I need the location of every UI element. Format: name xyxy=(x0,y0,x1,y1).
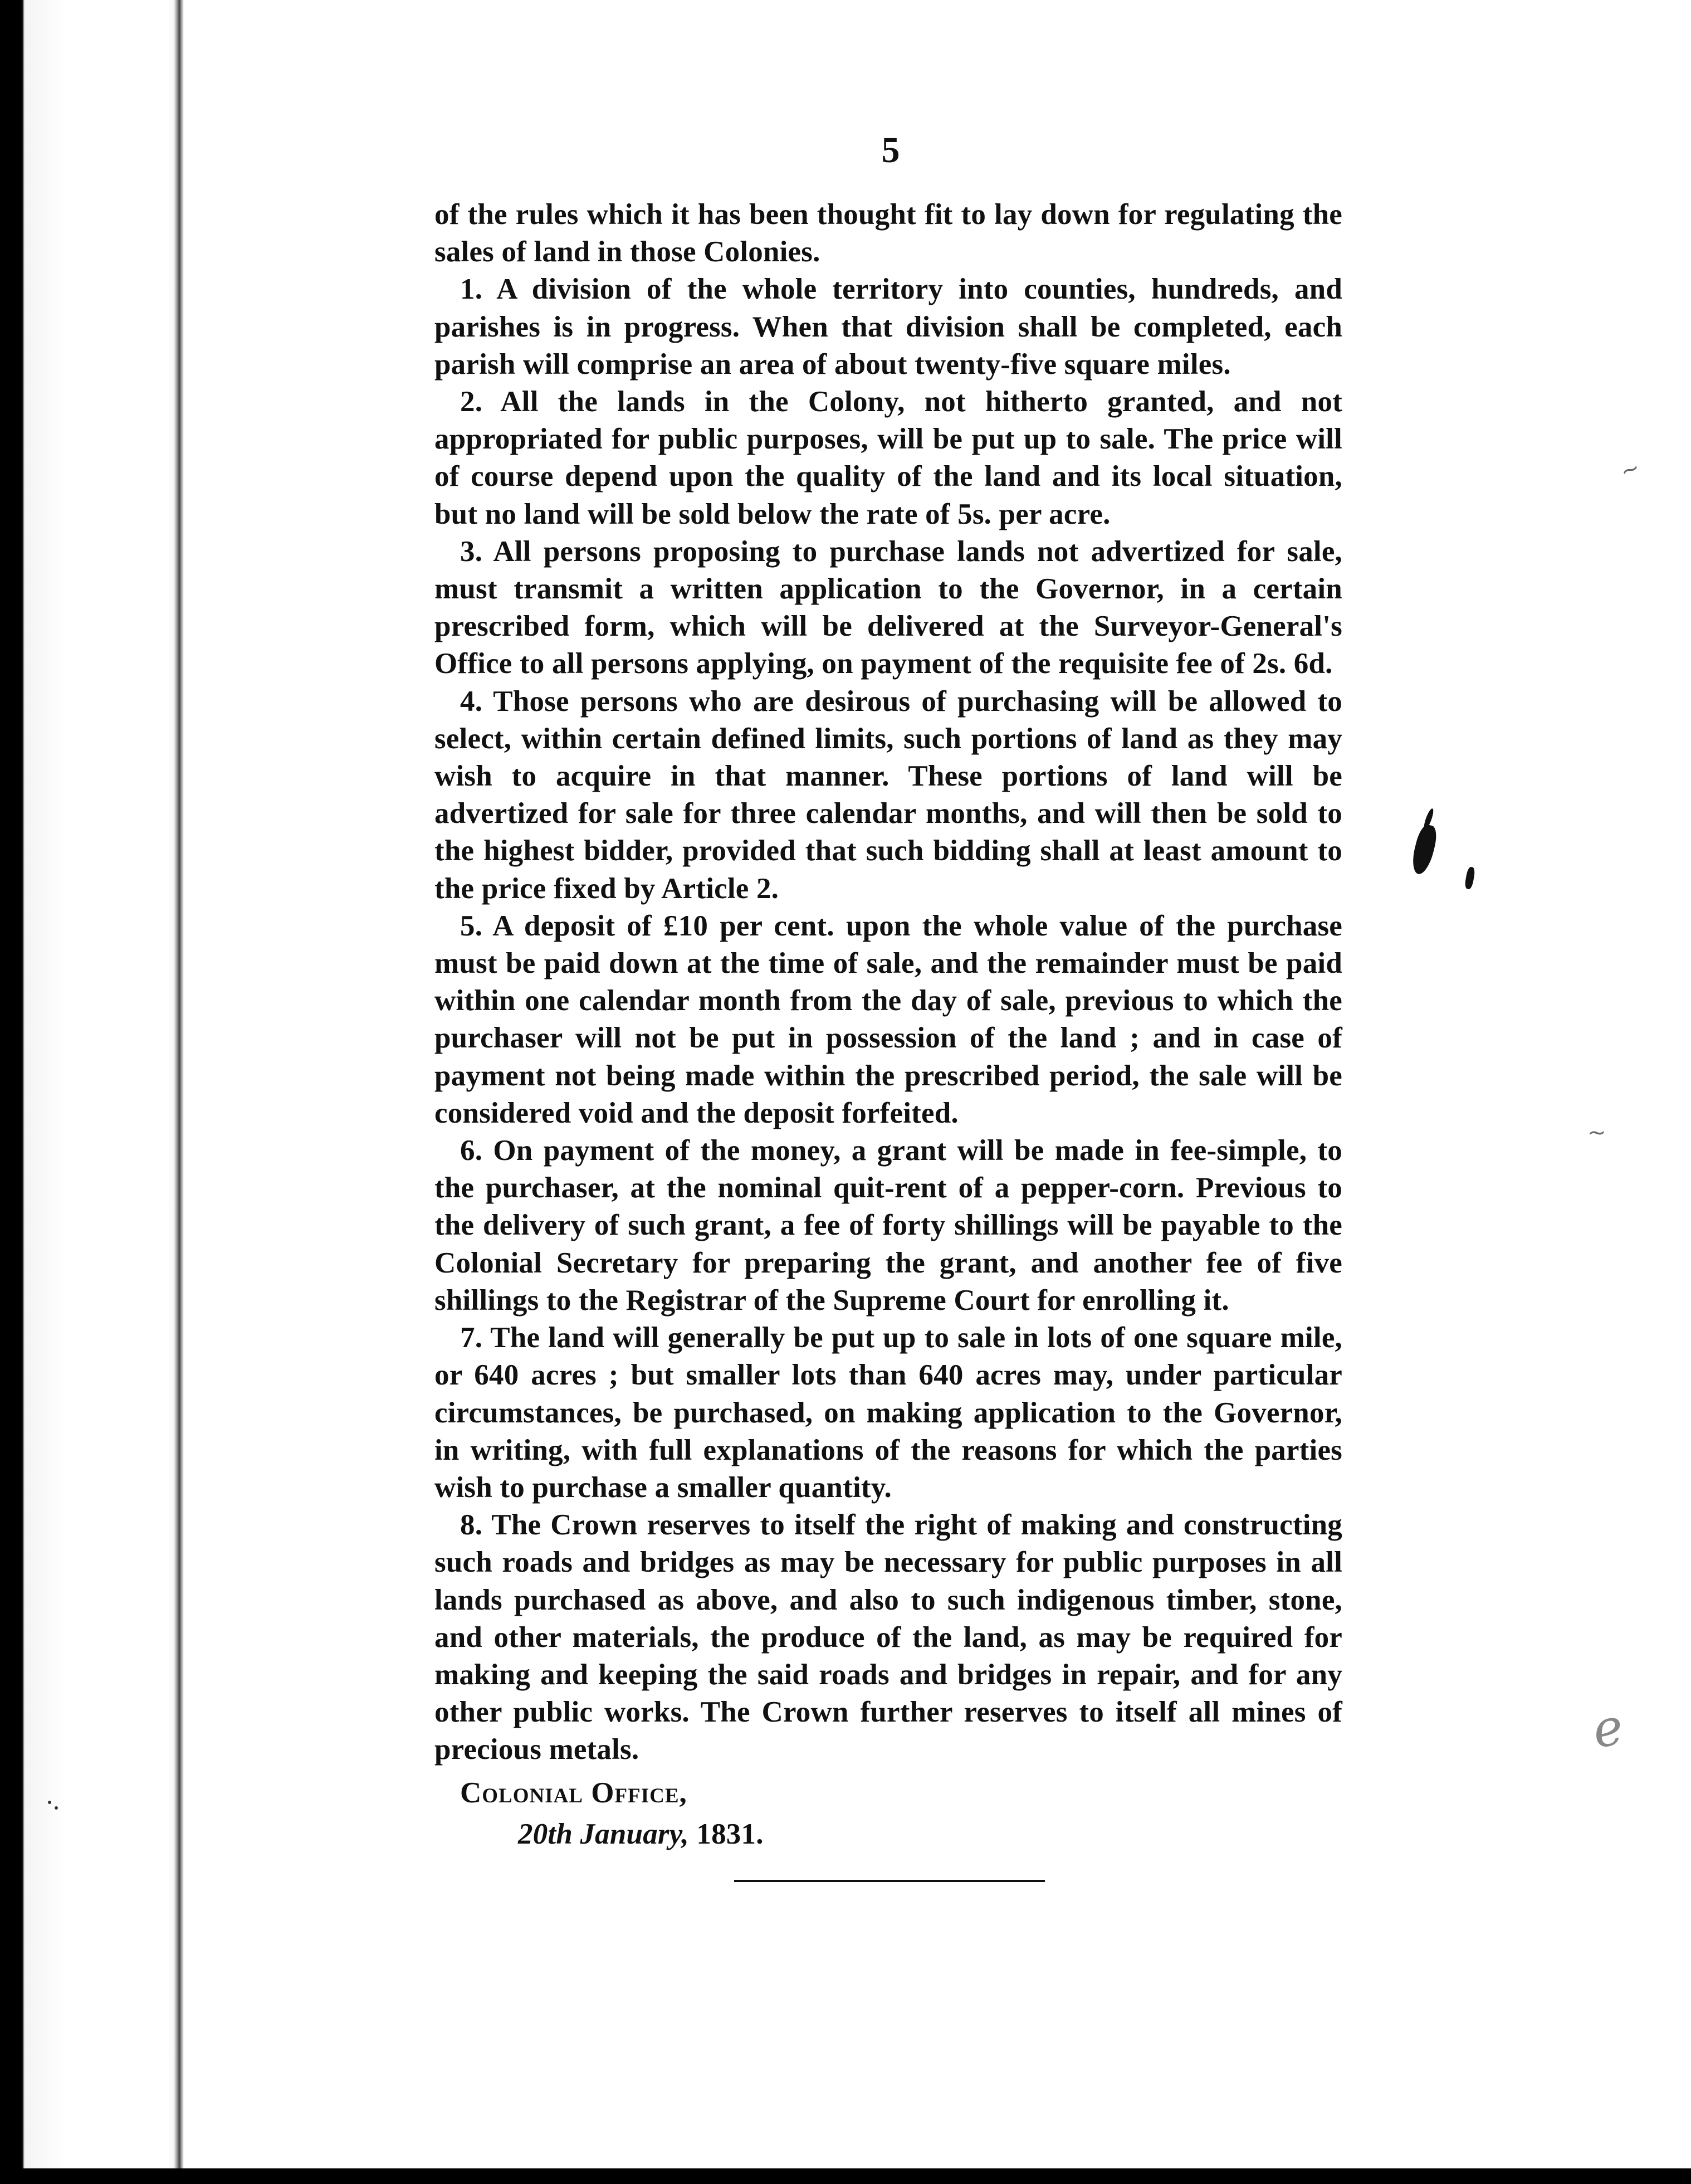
body-text xyxy=(434,196,1342,1855)
page-number: 5 xyxy=(881,130,900,170)
signature-date-year: 1831. xyxy=(696,1817,764,1850)
paragraph-article-5: 5. A deposit of £10 per cent. upon the whole value of the purchase must be paid down at the time of sale, and the remainder must be paid within one calendar month from the day of sale, previous to which the purchaser will not be put in possession of the land ; and in case of payment not being made within the prescribed period, the sale will be considered void and the deposit forfeited. xyxy=(434,909,1342,1129)
paragraph-article-3: 3. All persons proposing to purchase lands not advertized for sale, must transmit a written application to the Governor, in a certain prescribed form, which will be delivered at the Surveyor-General's Office to all persons applying, on payment of the requisite fee of 2s. 6d. xyxy=(434,535,1342,680)
margin-mark: ~ xyxy=(1587,1120,1606,1145)
paragraph-article-6: 6. On payment of the money, a grant will be made in fee-simple, to the purchaser, at the nominal quit-rent of a pepper-corn. Previous to the delivery of such grant, a fee of forty shillings will be payable to the Colonial Secretary for preparing the grant, and another fee of five shillings to the Registrar of the Supreme Court for enrolling it. xyxy=(434,1134,1342,1317)
signature-office: Colonial Office, xyxy=(460,1776,687,1809)
margin-mark: ~ xyxy=(1617,454,1644,485)
margin-mark: ℯ xyxy=(1588,1697,1628,1760)
binding-edge xyxy=(0,0,184,2184)
paragraph-article-8: 8. The Crown reserves to itself the right of making and constructing such roads and bridges as may be necessary for public purposes in all lands purchased as above, and also to such indigenous timber, stone, and other materials, the produce of the land, as may be required for making and keeping the said roads and bridges in repair, and for any other public works. The Crown further reserves to itself all mines of precious metals. xyxy=(434,1509,1342,1766)
signature-block xyxy=(434,1772,1342,1855)
paragraph-article-1: 1. A division of the whole territory into counties, hundreds, and parishes is in progress. When that division shall be completed, each parish will comprise an area of about twenty-five square miles. xyxy=(434,273,1342,381)
scan-speck xyxy=(55,1806,58,1810)
paragraph-article-2: 2. All the lands in the Colony, not hitherto granted, and not appropriated for public purposes, will be put up to sale. The price will of course depend upon the quality of the land and its local situation, but no land will be sold below the rate of 5s. per acre. xyxy=(434,386,1342,530)
scan-speck xyxy=(48,1801,51,1804)
signature-date-day: 20th January, xyxy=(518,1817,689,1850)
closing-rule xyxy=(734,1880,1045,1882)
paragraph-article-4: 4. Those persons who are desirous of purchasing will be allowed to select, within certain defined limits, such portions of land as they may wish to acquire in that manner. These portions of land will be advertized for sale for three calendar months, and will then be sold to the highest bidder, provided that such bidding shall at least amount to the price fixed by Article 2. xyxy=(434,685,1342,905)
paragraph-article-7: 7. The land will generally be put up to sale in lots of one square mile, or 640 acres ; but smaller lots than 640 acres may, under particular circumstances, be purchased, on making application to the Governor, in writing, with full explanations of the reasons for which the parties wish to purchase a smaller quantity. xyxy=(434,1322,1342,1504)
paragraph-intro: of the rules which it has been thought fit to lay down for regulating the sales of land in those Colonies. xyxy=(434,198,1342,269)
ink-blot xyxy=(1464,866,1476,890)
ink-blot xyxy=(1409,823,1440,876)
scan-bottom-edge xyxy=(0,2168,1691,2184)
signature-date xyxy=(434,1814,1342,1855)
